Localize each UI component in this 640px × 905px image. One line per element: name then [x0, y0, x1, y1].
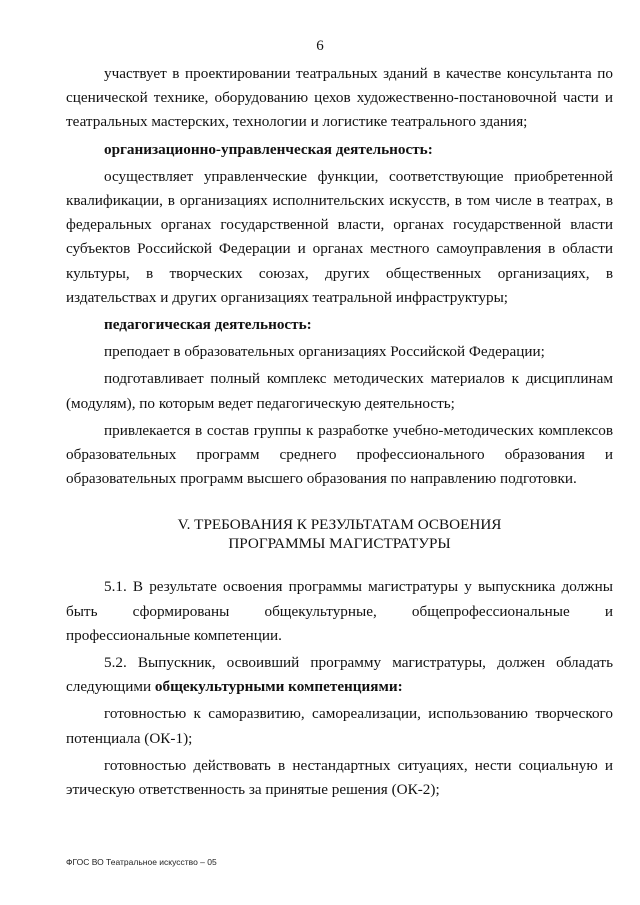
- paragraph-ok-1: готовностью к саморазвитию, самореализации, использованию творческого потенциала (ОК-1);: [66, 705, 613, 747]
- paragraph-5-1: 5.1. В результате освоения программы магистратуры у выпускника должны быть сформированы общекультурные, общепрофессиональные и профессиональные компетенции.: [66, 578, 613, 644]
- page-number: 6: [316, 38, 324, 54]
- paragraph-5-2-bold: общекультурными компетенциями:: [154, 678, 403, 696]
- paragraph-5-2-text: 5.2. Выпускник, освоивший программу магистратуры, должен обладать следующими: [66, 654, 613, 696]
- paragraph-ok-2: готовностью действовать в нестандартных ситуациях, нести социальную и этическую ответственность за принятые решения (ОК-2);: [66, 756, 613, 799]
- paragraph-development-group: привлекается в состав группы к разработке учебно-методических комплексов образовательных программ среднего профессионального образования и образовательных программ высшего образования по направлению подготовки.: [66, 421, 613, 488]
- page-footer: ФГОС ВО Театральное искусство – 05: [66, 857, 217, 867]
- document-body: [66, 62, 613, 802]
- section-heading: [66, 515, 613, 553]
- subheading-pedagogical: [66, 313, 613, 337]
- paragraph-5-2: [66, 651, 613, 699]
- section-heading-line-2: ПРОГРАММЫ МАГИСТРАТУРЫ: [228, 535, 451, 553]
- subheading-organizational: [66, 138, 613, 162]
- subheading-pedagogical-text: педагогическая деятельность:: [104, 316, 312, 334]
- paragraph-methodical: подготавливает полный комплекс методических материалов к дисциплинам (модулям), по которым ведет педагогическую деятельность;: [66, 370, 613, 412]
- paragraph-management: осуществляет управленческие функции, соответствующие приобретенной квалификации, в организациях исполнительских искусств, в том числе в театрах, в федеральных органах государственной власти, органах государственной власти субъектов Российской Федерации и органах местного самоуправления в области культуры, в творческих союзах, других общественных организациях, в издательствах и других организациях театральной инфраструктуры;: [66, 167, 613, 306]
- section-heading-line-1: V. ТРЕБОВАНИЯ К РЕЗУЛЬТАТАМ ОСВОЕНИЯ: [177, 516, 502, 534]
- subheading-organizational-text: организационно-управленческая деятельность:: [104, 140, 433, 158]
- paragraph-design-participation: участвует в проектировании театральных зданий в качестве консультанта по сценической технике, оборудованию цехов художественно-постановочной части и театральных мастерских, технологии и логистике театрального здания;: [66, 65, 613, 131]
- paragraph-teaching: преподает в образовательных организациях Российской Федерации;: [104, 343, 545, 361]
